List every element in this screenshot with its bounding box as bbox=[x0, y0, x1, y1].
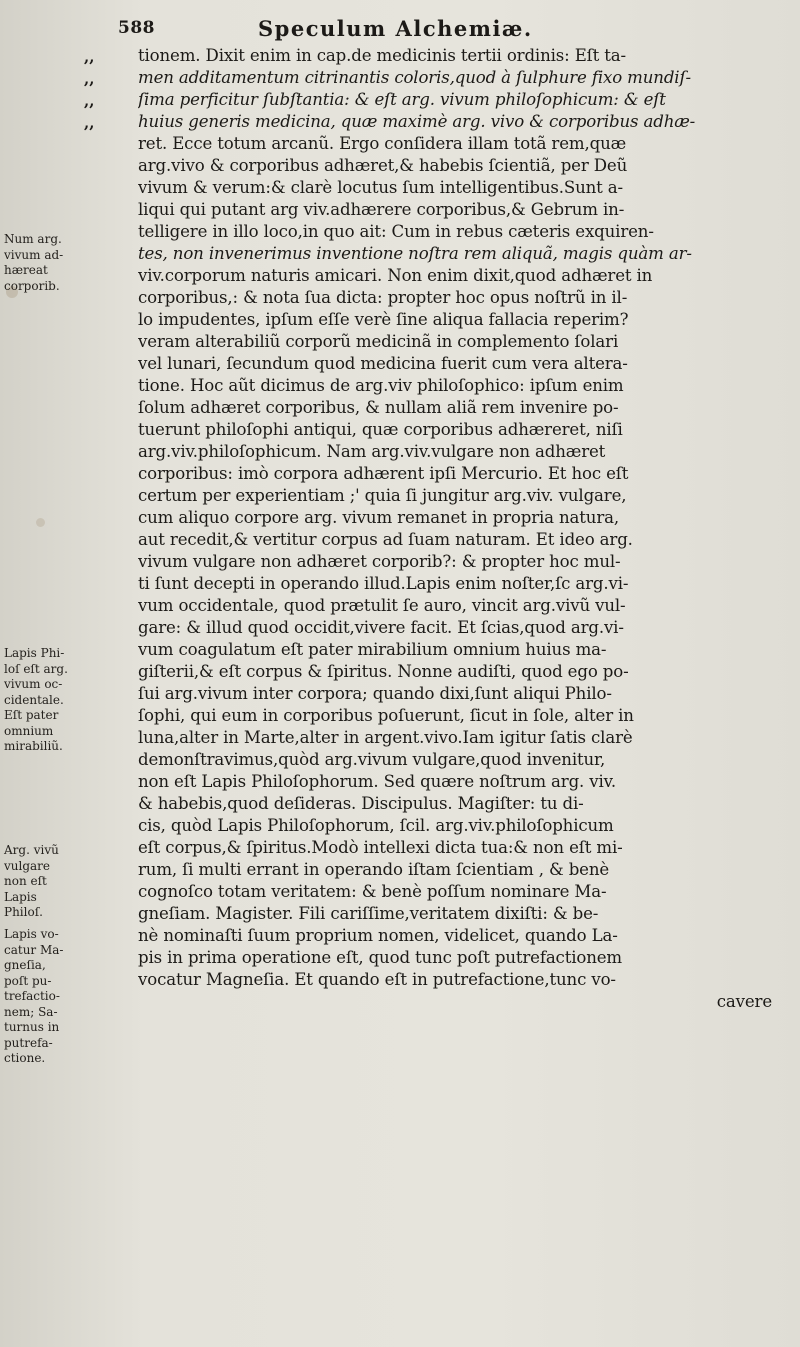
margin-note-line: Lapis Phi- bbox=[4, 646, 65, 660]
text-line: ret. Ecce totum arcanũ. Ergo conſidera illam totã rem,quæ bbox=[138, 134, 627, 153]
margin-note-line: vulgare bbox=[4, 858, 51, 873]
text-line: vivum & verum:& clarè locutus ſum intelligentibus.Sunt a- bbox=[138, 178, 624, 197]
text-line: rum, ſi multi errant in operando iſtam ſcientiam , & benè bbox=[138, 860, 610, 879]
margin-note-line: loſ eſt arg. bbox=[4, 661, 68, 676]
text-line: vivum vulgare non adhæret corporib?: & propter hoc mul- bbox=[138, 552, 621, 571]
margin-note-line: vivum oc- bbox=[4, 677, 63, 691]
margin-note-line: cidentale. bbox=[4, 692, 64, 707]
margin-note-line: vivum ad- bbox=[4, 247, 64, 262]
text-line: luna,alter in Marte,alter in argent.vivo.Iam igitur ſatis clarè bbox=[138, 728, 633, 747]
text-line: ſolum adhæret corporibus, & nullam aliã rem invenire po- bbox=[138, 398, 619, 417]
page-header bbox=[118, 18, 768, 42]
margin-note-line: corporib. bbox=[4, 278, 60, 293]
quote-mark: ,, bbox=[84, 70, 95, 88]
text-line: vum coagulatum eſt pater mirabilium omnium huius ma- bbox=[138, 640, 607, 659]
text-line: demonſtravimus,quòd arg.vivum vulgare,quod invenitur, bbox=[138, 750, 606, 769]
text-line: eſt corpus,& ſpiritus.Modò intellexi dicta tua:& non eſt mi- bbox=[138, 838, 623, 857]
margin-note bbox=[4, 232, 78, 294]
text-line: arg.vivo & corporibus adhæret,& habebis ſcientiã, per Deũ bbox=[138, 156, 628, 175]
text-line: tione. Hoc aũt dicimus de arg.viv philoſophico: ipſum enim bbox=[138, 376, 624, 395]
text-line: liqui qui putant arg viv.adhærere corporibus,& Gebrum in- bbox=[138, 200, 625, 219]
margin-note-line: Arg. vivũ bbox=[4, 843, 59, 857]
margin-note-line: trefactio- bbox=[4, 989, 60, 1003]
text-line: ſima perficitur ſubſtantia: & eſt arg. vivum philoſophicum: & eſt bbox=[138, 90, 666, 109]
text-line: gneſiam. Magister. Fili cariſſime,veritatem dixiſti: & be- bbox=[138, 904, 599, 923]
text-line: vel lunari, ſecundum quod medicina fuerit cum vera altera- bbox=[138, 354, 628, 373]
text-line: aut recedit,& vertitur corpus ad ſuam naturam. Et ideo arg. bbox=[138, 530, 633, 549]
text-line: tuerunt philoſophi antiqui, quæ corporibus adhæreret, niſi bbox=[138, 420, 623, 439]
text-line: certum per experientiam ;' quia ſi jungitur arg.viv. vulgare, bbox=[138, 486, 627, 505]
running-title: Speculum Alchemiæ. bbox=[258, 16, 533, 41]
foxing-stain bbox=[36, 518, 45, 527]
text-line: & habebis,quod deſideras. Discipulus. Magiſter: tu di- bbox=[138, 794, 584, 813]
text-line: huius generis medicina, quæ maximè arg. vivo & corporibus adhæ- bbox=[138, 112, 696, 131]
margin-note-line: gneſia, bbox=[4, 958, 46, 972]
margin-note bbox=[4, 927, 78, 1067]
margin-note-line: poſt pu- bbox=[4, 973, 52, 988]
quotation-marks bbox=[84, 48, 110, 136]
margin-note-line: Num arg. bbox=[4, 232, 62, 246]
margin-note-line: putrefa- bbox=[4, 1035, 53, 1050]
text-line: cis, quòd Lapis Philoſophorum, ſcil. arg.viv.philoſophicum bbox=[138, 816, 614, 835]
text-line: ſui arg.vivum inter corpora; quando dixi,ſunt aliqui Philo- bbox=[138, 684, 612, 703]
margin-note-line: turnus in bbox=[4, 1020, 60, 1034]
margin-note-line: catur Ma- bbox=[4, 942, 64, 957]
text-line: tes, non invenerimus inventione noſtra rem aliquã, magis quàm ar- bbox=[138, 244, 692, 263]
text-line: veram alterabiliũ corporũ medicinã in complemento ſolari bbox=[138, 332, 619, 351]
text-line: tionem. Dixit enim in cap.de medicinis tertii ordinis: Eſt ta- bbox=[138, 46, 627, 65]
page-number: 588 bbox=[118, 18, 155, 38]
margin-note-line: nem; Sa- bbox=[4, 1004, 58, 1019]
catchword: cavere bbox=[716, 992, 772, 1011]
margin-note-line: Lapis vo- bbox=[4, 927, 59, 941]
text-line: non eſt Lapis Philoſophorum. Sed quære noſtrum arg. viv. bbox=[138, 772, 617, 791]
margin-note-line: non eſt bbox=[4, 874, 47, 888]
text-line: viv.corporum naturis amicari. Non enim dixit,quod adhæret in bbox=[138, 266, 653, 285]
text-line: lo impudentes, ipſum eſſe verè ſine aliqua fallacia reperim? bbox=[138, 310, 629, 329]
text-line: arg.viv.philoſophicum. Nam arg.viv.vulgare non adhæret bbox=[138, 442, 606, 461]
margin-note-line: ctione. bbox=[4, 1051, 46, 1065]
margin-note-line: hæreat bbox=[4, 263, 48, 277]
text-line: telligere in illo loco,in quo ait: Cum in rebus cæteris exquiren- bbox=[138, 222, 654, 241]
text-line: ſophi, qui eum in corporibus poſuerunt, ſicut in ſole, alter in bbox=[138, 706, 634, 725]
body-text bbox=[138, 45, 790, 1013]
text-line: corporibus,: & nota ſua dicta: propter hoc opus noſtrũ in il- bbox=[138, 288, 628, 307]
margin-note-line: Philoſ. bbox=[4, 905, 43, 919]
text-line: men additamentum citrinantis coloris,quod à ſulphure fixo mundiſ- bbox=[138, 68, 691, 87]
margin-note-line: Lapis bbox=[4, 889, 37, 904]
margin-note-line: Eſt pater bbox=[4, 708, 59, 722]
text-line: vocatur Magneſia. Et quando eſt in putrefactione,tunc vo- bbox=[138, 970, 616, 989]
text-line: nè nominaſti ſuum proprium nomen, videlicet, quando La- bbox=[138, 926, 618, 945]
text-line: ti ſunt decepti in operando illud.Lapis enim noſter,ſc arg.vi- bbox=[138, 574, 629, 593]
quote-mark: ,, bbox=[84, 92, 95, 110]
text-line: cognoſco totam veritatem: & benè poſſum nominare Ma- bbox=[138, 882, 607, 901]
quote-mark: ,, bbox=[84, 114, 95, 132]
margin-note bbox=[4, 843, 78, 921]
text-line: cum aliquo corpore arg. vivum remanet in propria natura, bbox=[138, 508, 619, 527]
text-line: pis in prima operatione eſt, quod tunc poſt putrefactionem bbox=[138, 948, 623, 967]
text-line: corporibus: imò corpora adhærent ipſi Mercurio. Et hoc eſt bbox=[138, 464, 629, 483]
text-line: giſterii,& eſt corpus & ſpiritus. Nonne audiſti, quod ego po- bbox=[138, 662, 629, 681]
margin-note-line: mirabiliũ. bbox=[4, 739, 63, 753]
text-line: gare: & illud quod occidit,vivere facit. Et ſcias,quod arg.vi- bbox=[138, 618, 624, 637]
margin-note bbox=[4, 646, 78, 755]
text-line: vum occidentale, quod prætulit ſe auro, vincit arg.vivũ vul- bbox=[138, 596, 626, 615]
margin-note-line: omnium bbox=[4, 723, 54, 738]
quote-mark: ,, bbox=[84, 48, 95, 66]
